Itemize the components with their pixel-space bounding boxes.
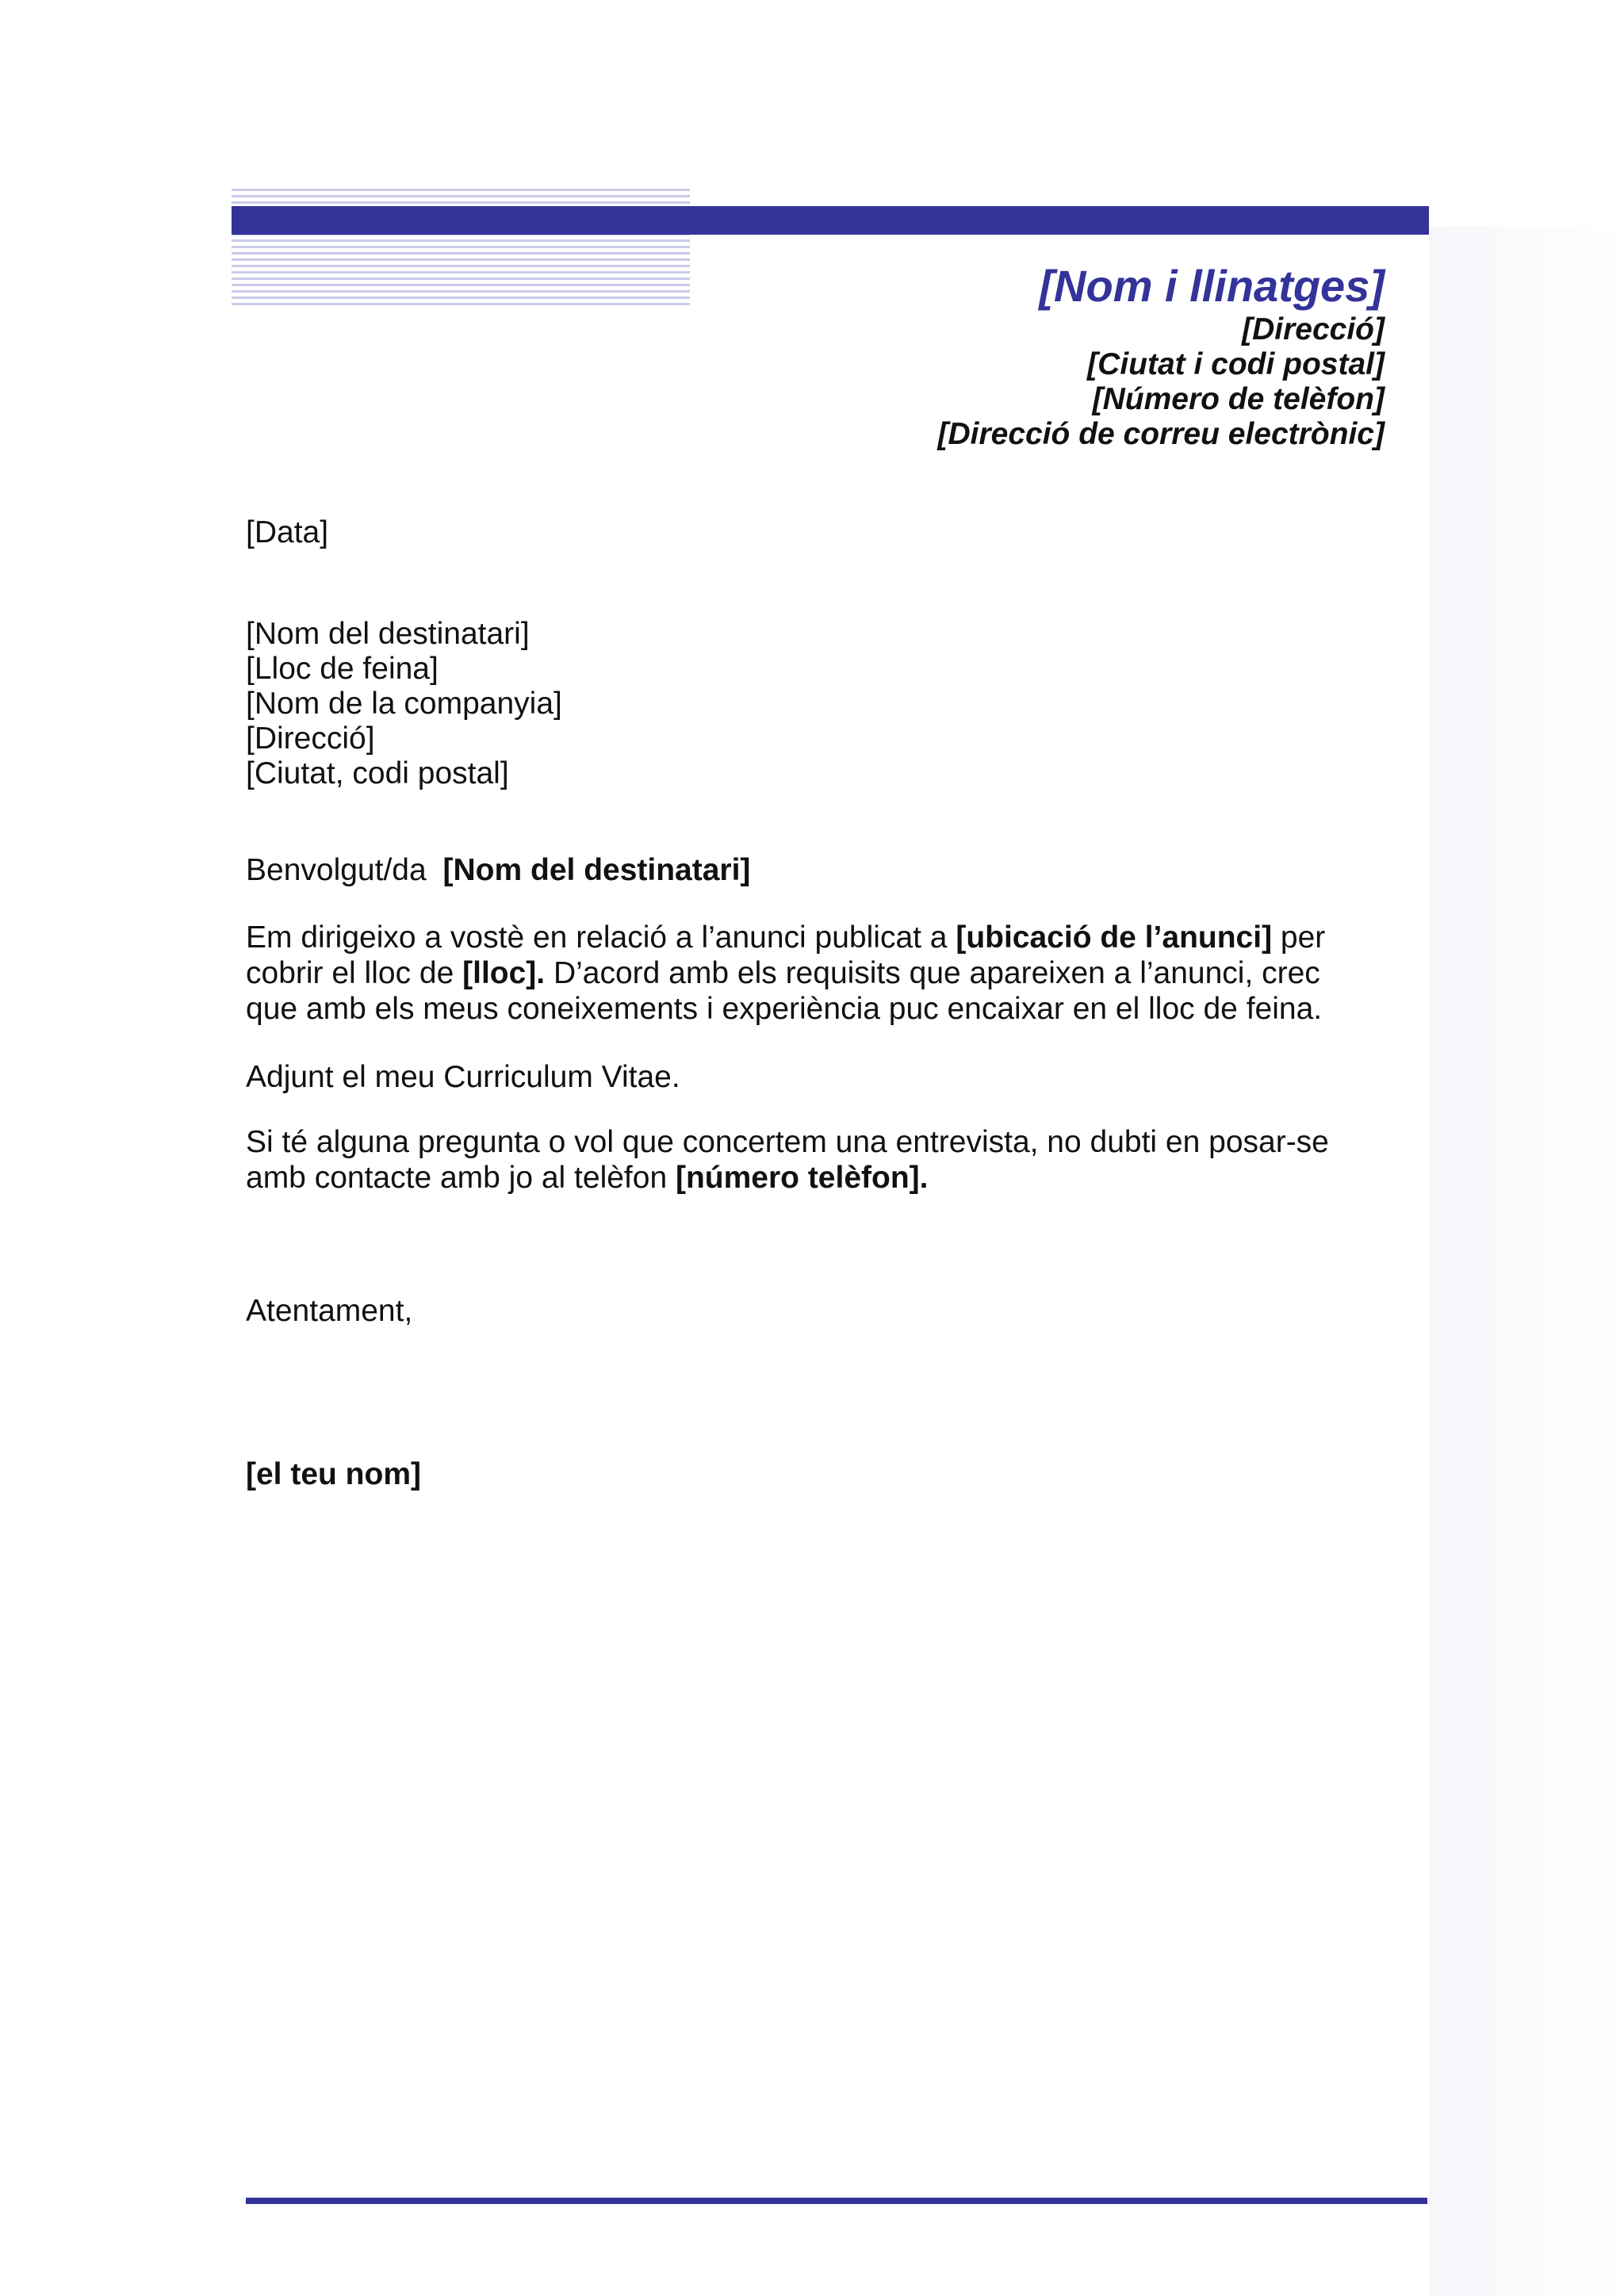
closing: Atentament, (246, 1294, 413, 1328)
greeting (246, 853, 750, 888)
greeting-prefix: Benvolgut/da (246, 853, 427, 887)
job-position: [lloc]. (462, 956, 546, 990)
sender-city-postal: [Ciutat i codi postal] (1087, 347, 1385, 381)
paragraph-cv: Adjunt el meu Curriculum Vitae. (246, 1060, 680, 1094)
greeting-name: [Nom del destinatari] (442, 853, 751, 887)
footer-accent-line (246, 2198, 1427, 2204)
paragraph-intro-part3: D’acord amb els requisits que apareixen a l’anunci, crec que amb els meus coneixements i experiència puc encaixar en el lloc de feina. (246, 956, 1323, 1026)
signature: [el teu nom] (246, 1457, 421, 1491)
recipient-city-postal: [Ciutat, codi postal] (246, 756, 509, 790)
sender-block (937, 260, 1385, 452)
recipient-name: [Nom del destinatari] (246, 617, 530, 651)
sender-phone: [Número de telèfon] (1092, 382, 1385, 416)
recipient-block (246, 617, 562, 791)
recipient-address: [Direcció] (246, 721, 375, 756)
header-accent-bar (232, 206, 1429, 235)
sender-address: [Direcció] (1242, 312, 1385, 346)
paragraph-intro (246, 920, 1380, 1027)
recipient-company: [Nom de la companyia] (246, 687, 562, 721)
contact-phone: [número telèfon]. (675, 1161, 929, 1195)
paragraph-contact (246, 1124, 1380, 1196)
recipient-position: [Lloc de feina] (246, 652, 439, 686)
letter-date: [Data] (246, 515, 329, 549)
paragraph-intro-part1: Em dirigeixo a vostè en relació a l’anunci publicat a (246, 920, 956, 955)
page-edge-shadow (1429, 227, 1624, 2296)
paragraph-intro-part2: per cobrir el lloc de (246, 920, 1326, 990)
ad-location: [ubicació de l’anunci] (956, 920, 1273, 955)
paragraph-contact-part1: Si té alguna pregunta o vol que concertem una entrevista, no dubti en posar-se amb contacte amb jo al telèfon (246, 1125, 1329, 1195)
sender-name: [Nom i llinatges] (1039, 261, 1385, 311)
sender-email: [Direcció de correu electrònic] (937, 417, 1385, 451)
